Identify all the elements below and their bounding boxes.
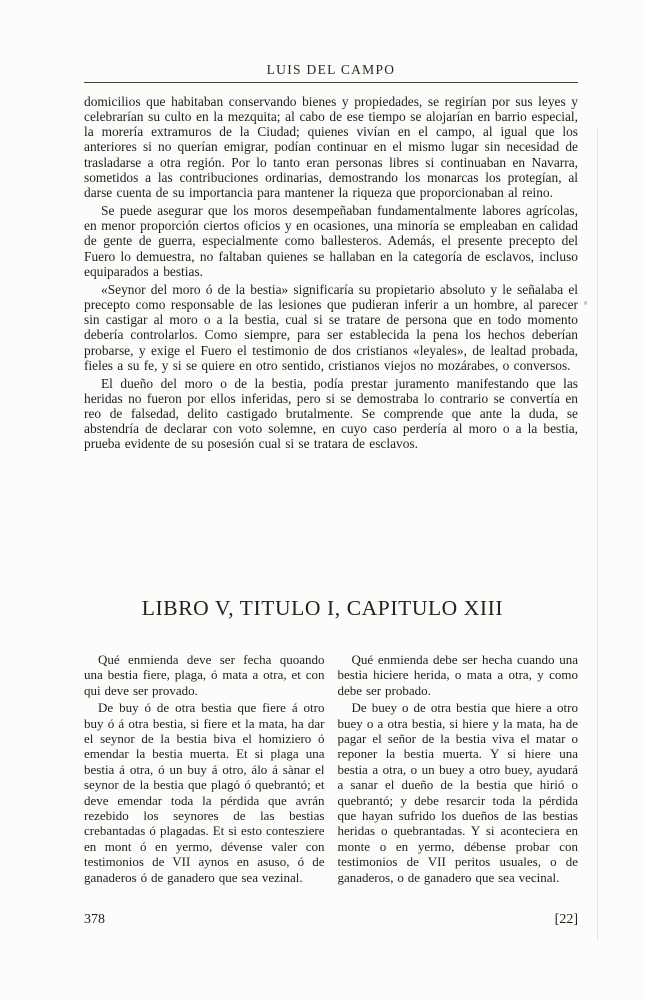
scan-edge-artifact (597, 128, 598, 940)
body-paragraph-3: «Seynor del moro ó de la bestia» significaría su propietario absoluto y le señalaba el precepto como responsable de las lesiones que pudieran inferir a un hombre, al parecer sin castigar al moro o a la bestia, cual si se tratare de persona que en todo momento debería controlarlos. Como siempre, para ser establecida la pena los hechos deberían probarse, y exige el Fuero el testimonio de dos cristianos «leyales», de lealtad probada, fieles a su fe, y si se quiere en otro sentido, cristianos viejos no mozárabes, o conversos. (84, 281, 578, 373)
left-column-rubric: Qué enmienda deve ser fecha quoando una bestia fiere, plaga, ó mata a otra, et con qui deve ser provado. (84, 652, 325, 698)
right-column-body: De buey o de otra bestia que hiere a otro buey o a otra bestia, si hiere y la mata, ha de pagar el señor de la bestia viva el matar o reponer la bestia muerta. Y si hiere una bestia a otra, o un buey a otro buey, ayudará a sanar el dueño de la bestia que hirió o quebrantó; y debe resarcir toda la pérdida que hayan sufrido los dueños de las bestias heridas o quebrantadas. Y si aconteciera en monte o en yermo, débense probar con testimonios de VII peritos usuales, o de ganaderos, o de ganadero que sea vecinal. (337, 700, 578, 885)
column-left-old-spanish (84, 652, 325, 887)
scan-speckle-artifact (584, 301, 587, 305)
left-column-body: De buy ó de otra bestia que fiere á otro buy ó á otra bestia, si fiere et la mata, ha dar el seynor de la bestia biva el homiziero ó emendar la bestia muerta. Et si plaga una bestia á otra, ó un buy á otro, álo á sànar el seynor de la bestia que plagó ó quebrantó; et deve emendar toda la pérdida que avrán rezebido los seynores de las bestias crebantadas ó plagadas. Et si esto contesziere en mont ó en yermo, dévense valer con testimonios de VII aynos en asuso, ó de ganaderos ó de ganadero que sea vezinal. (84, 700, 325, 885)
body-paragraph-1: domicilios que habitaban conservando bienes y propiedades, se regirían por sus leyes y celebrarían su culto en la mezquita; al cabo de ese tiempo se alojarían en barrio especial, la morería extramuros de la Ciudad; quienes vivían en el campo, al igual que los anteriores si no querían emigrar, podían continuar en el mismo lugar sin necesidad de trasladarse a otra región. Por lo tanto eran personas libres si continuaban en Navarra, sometidos a las contribuciones ordinarias, demostrando los monarcas los protegían, al darse cuenta de su importancia para mantener la riqueza que proporcionaban al reino. (84, 94, 578, 200)
body-paragraph-4: El dueño del moro o de la bestia, podía prestar juramento manifestando que las heridas no fueron por ellos inferidas, pero si se demostraba lo contrario se convertía en reo de falsedad, delito castigado brutalmente. Se comprende que ante la duda, se abstendría de declarar con voto solemne, en cuyo caso perdería al moro o a la bestia, prueba evidente de su posesión cual si se tratara de esclavos. (84, 375, 578, 452)
page-number: 378 (84, 912, 105, 927)
citation-number: [22] (554, 912, 578, 927)
header-rule (84, 82, 578, 83)
chapter-heading: LIBRO V, TITULO I, CAPITULO XIII (141, 596, 504, 620)
column-right-modern-spanish (338, 652, 579, 887)
right-column-rubric: Qué enmienda debe ser hecha cuando una bestia hiciere herida, o mata a otra, y como debe ser probado. (337, 652, 578, 698)
body-paragraph-2: Se puede asegurar que los moros desempeñaban fundamentalmente labores agrícolas, en menor proporción ciertos oficios y en ocasiones, una minoría se empleaban en calidad de gente de guerra, especialmente como ballesteros. Además, el presente precepto del Fuero lo demuestra, no faltaban quienes se hallaban en la categoría de esclavos, incluso equiparados a bestias. (84, 203, 578, 279)
main-text-block (84, 94, 578, 455)
running-header-title: LUIS DEL CAMPO (266, 62, 396, 77)
two-column-section (84, 652, 578, 887)
